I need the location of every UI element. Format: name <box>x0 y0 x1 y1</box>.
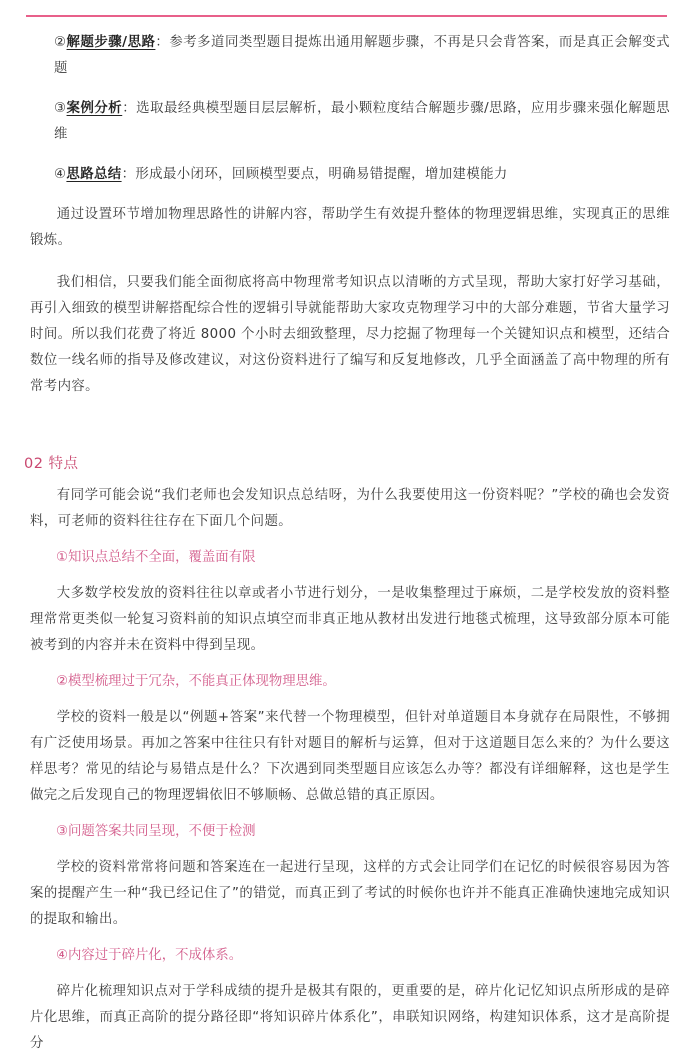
step-item-2 <box>54 30 670 82</box>
section-lead-paragraph: 有同学可能会说“我们老师也会发知识点总结呀，为什么我要使用这一份资料呢？”学校的确也会发资料，可老师的资料往往存在下面几个问题。 <box>30 488 670 529</box>
top-divider-rule <box>26 15 667 17</box>
section-title: 02 特点 <box>24 456 79 472</box>
point-heading-2: ②模型梳理过于冗杂，不能真正体现物理思维。 <box>56 674 336 689</box>
point-heading-3: ③问题答案共同呈现，不便于检测 <box>56 824 256 839</box>
point-body-3: 学校的资料常常将问题和答案连在一起进行呈现，这样的方式会让同学们在记忆的时候很容易因为答案的提醒产生一种“我已经记住了”的错觉，而真正到了考试的时候你也许并不能真正准确快速地完成知识的提取和输出。 <box>30 860 670 927</box>
step-text: ：形成最小闭环，回顾模型要点，明确易错提醒，增加建模能力 <box>121 167 508 182</box>
point-body-4: 碎片化梳理知识点对于学科成绩的提升是极其有限的，更重要的是，碎片化记忆知识点所形成的是碎片化思维，而真正高阶的提分路径即“将知识碎片体系化”，串联知识网络，构建知识体系，这才是高阶提分 <box>30 984 670 1051</box>
point-body-2: 学校的资料一般是以“例题+答案”来代替一个物理模型，但针对单道题目本身就存在局限性，不够拥有广泛使用场景。再加之答案中往往只有针对题目的解析与运算，但对于这道题目怎么来的？为什么要这样思考？常见的结论与易错点是什么？下次遇到同类型题目应该怎么办等？都没有详细解释，这也是学生做完之后发现自己的物理逻辑依旧不够顺畅、总做总错的真正原因。 <box>30 710 670 803</box>
step-keyword: 思路总结 <box>66 167 122 182</box>
intro-paragraph-1: 通过设置环节增加物理思路性的讲解内容，帮助学生有效提升整体的物理逻辑思维，实现真正的思维锻炼。 <box>30 207 670 248</box>
step-keyword: 案例分析 <box>66 101 123 116</box>
point-heading-1: ①知识点总结不全面，覆盖面有限 <box>56 550 256 565</box>
intro-paragraph-2: 我们相信，只要我们能全面彻底将高中物理常考知识点以清晰的方式呈现，帮助大家打好学习基础，再引入细致的模型讲解搭配综合性的逻辑引导就能帮助大家攻克物理学习中的大部分难题，节省大量学习时间。所以我们花费了将近 8000 个小时去细致整理，尽力挖掘了物理每一个关键知识点和模型，还结合数位一线名师的指导及修改建议，对这份资料进行了编写和反复地修改，几乎全面涵盖了高中物理的所有常考内容。 <box>30 275 670 394</box>
document-body <box>24 30 671 1057</box>
step-item-4 <box>54 162 670 188</box>
point-body-1: 大多数学校发放的资料往往以章或者小节进行划分，一是收集整理过于麻烦，二是学校发放的资料整理常常更类似一轮复习资料前的知识点填空而非真正地从教材出发进行地毯式梳理，这导致部分原本可能被考到的内容并未在资料中得到呈现。 <box>30 586 670 653</box>
step-text: ：参考多道同类型题目提炼出通用解题步骤，不再是只会背答案，而是真正会解变式题 <box>54 35 670 76</box>
point-heading-4: ④内容过于碎片化，不成体系。 <box>56 948 243 963</box>
step-text: ：选取最经典模型题目层层解析，最小颗粒度结合解题步骤/思路，应用步骤来强化解题思维 <box>54 101 671 142</box>
step-number: ② <box>54 35 67 50</box>
step-number: ④ <box>54 167 67 182</box>
step-number: ③ <box>54 101 67 116</box>
step-item-3 <box>54 96 670 148</box>
step-keyword: 解题步骤/思路 <box>66 35 156 50</box>
